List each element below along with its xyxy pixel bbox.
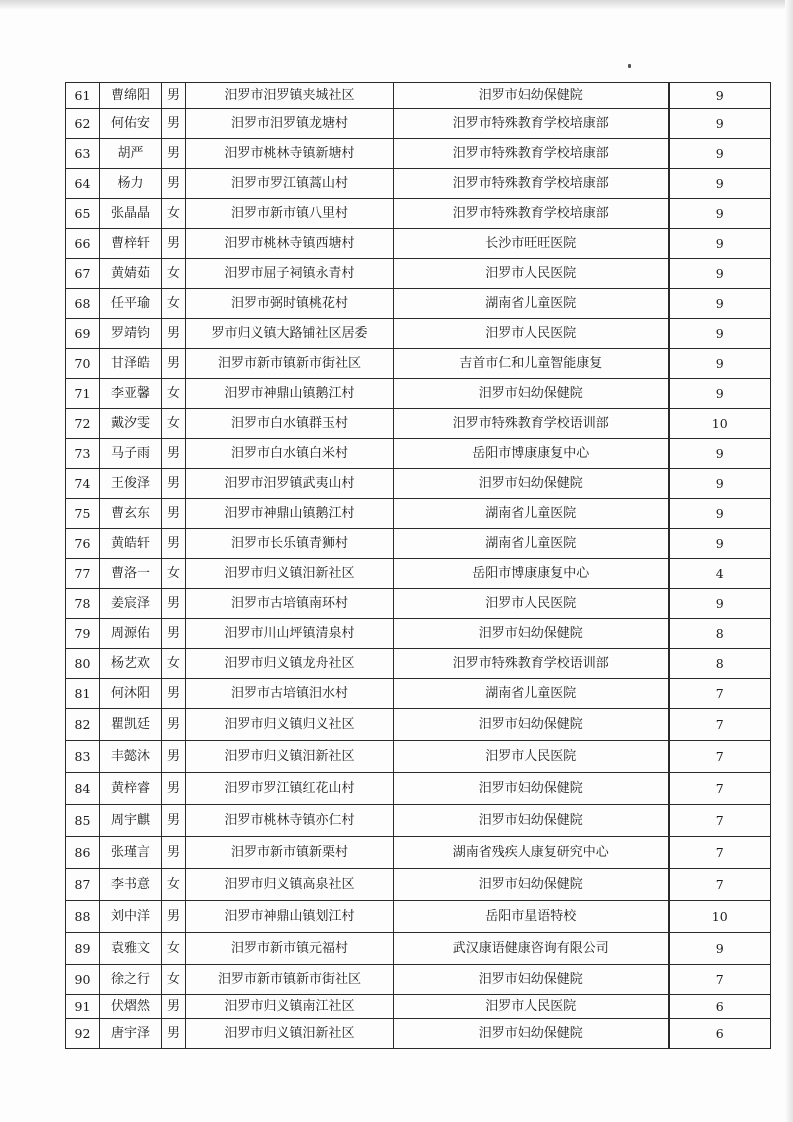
rehab-institution: 湖南省儿童医院 [394,529,669,559]
rehab-institution: 汨罗市特殊教育学校培康部 [394,169,669,199]
gender: 男 [162,499,186,529]
roster-body [66,83,771,1049]
row-number: 88 [66,901,100,933]
rehab-institution: 汨罗市特殊教育学校语训部 [394,649,669,679]
gender: 女 [162,259,186,289]
table-row [66,1019,771,1049]
row-number: 90 [66,965,100,995]
scan-shadow-right [785,0,793,1122]
row-number: 70 [66,349,100,379]
table-row [66,83,771,109]
age-value: 9 [669,199,771,229]
table-row [66,199,771,229]
age-value: 9 [669,259,771,289]
row-number: 66 [66,229,100,259]
table-row [66,619,771,649]
home-address: 汨罗市白水镇白米村 [186,439,394,469]
child-name: 曹绵阳 [100,83,162,109]
age-value: 9 [669,933,771,965]
child-name: 张瑾言 [100,837,162,869]
gender: 男 [162,589,186,619]
age-value: 7 [669,869,771,901]
rehab-institution: 湖南省残疾人康复研究中心 [394,837,669,869]
row-number: 76 [66,529,100,559]
table-row [66,709,771,741]
gender: 男 [162,741,186,773]
table-row [66,805,771,837]
gender: 男 [162,837,186,869]
child-name: 曹玄东 [100,499,162,529]
table-row [66,289,771,319]
gender: 男 [162,169,186,199]
gender: 男 [162,529,186,559]
rehab-institution: 汨罗市妇幼保健院 [394,379,669,409]
row-number: 86 [66,837,100,869]
gender: 女 [162,559,186,589]
gender: 男 [162,319,186,349]
child-name: 唐宇泽 [100,1019,162,1049]
age-value: 10 [669,409,771,439]
home-address: 汨罗市汨罗镇夹城社区 [186,83,394,109]
home-address: 汨罗市屈子祠镇永青村 [186,259,394,289]
table-row [66,773,771,805]
home-address: 汨罗市弼时镇桃花村 [186,289,394,319]
child-name: 杨艺欢 [100,649,162,679]
age-value: 6 [669,1019,771,1049]
rehab-institution: 汨罗市人民医院 [394,995,669,1019]
table-row [66,319,771,349]
child-name: 胡严 [100,139,162,169]
child-name: 任平瑜 [100,289,162,319]
table-row [66,589,771,619]
row-number: 64 [66,169,100,199]
gender: 男 [162,709,186,741]
row-number: 78 [66,589,100,619]
table-row [66,679,771,709]
row-number: 61 [66,83,100,109]
home-address: 汨罗市归义镇归义社区 [186,709,394,741]
age-value: 7 [669,773,771,805]
age-value: 6 [669,995,771,1019]
table-row [66,379,771,409]
age-value: 9 [669,289,771,319]
rehab-institution: 汨罗市特殊教育学校语训部 [394,409,669,439]
row-number: 62 [66,109,100,139]
gender: 男 [162,901,186,933]
home-address: 汨罗市新市镇新市街社区 [186,349,394,379]
row-number: 84 [66,773,100,805]
home-address: 汨罗市归义镇汨新社区 [186,741,394,773]
child-name: 王俊泽 [100,469,162,499]
table-row [66,933,771,965]
row-number: 79 [66,619,100,649]
rehab-institution: 汨罗市妇幼保健院 [394,773,669,805]
child-name: 李亚馨 [100,379,162,409]
rehab-institution: 湖南省儿童医院 [394,289,669,319]
age-value: 7 [669,709,771,741]
home-address: 汨罗市汨罗镇龙塘村 [186,109,394,139]
home-address: 汨罗市长乐镇青狮村 [186,529,394,559]
gender: 女 [162,649,186,679]
home-address: 汨罗市神鼎山镇鹅江村 [186,499,394,529]
age-value: 9 [669,469,771,499]
age-value: 9 [669,139,771,169]
gender: 女 [162,199,186,229]
row-number: 75 [66,499,100,529]
child-name: 黄婧茹 [100,259,162,289]
rehab-institution: 岳阳市博康康复中心 [394,439,669,469]
home-address: 汨罗市归义镇龙舟社区 [186,649,394,679]
gender: 男 [162,995,186,1019]
row-number: 83 [66,741,100,773]
home-address: 汨罗市桃林寺镇新塘村 [186,139,394,169]
age-value: 8 [669,619,771,649]
row-number: 68 [66,289,100,319]
child-name: 何佑安 [100,109,162,139]
home-address: 汨罗市新市镇八里村 [186,199,394,229]
home-address: 汨罗市归义镇汨新社区 [186,559,394,589]
table-row [66,409,771,439]
table-row [66,499,771,529]
child-name: 徐之行 [100,965,162,995]
age-value: 7 [669,965,771,995]
rehab-institution: 汨罗市妇幼保健院 [394,709,669,741]
age-value: 9 [669,439,771,469]
age-value: 7 [669,741,771,773]
table-row [66,559,771,589]
gender: 男 [162,109,186,139]
rehab-institution: 长沙市旺旺医院 [394,229,669,259]
home-address: 汨罗市新市镇新市街社区 [186,965,394,995]
row-number: 85 [66,805,100,837]
age-value: 9 [669,229,771,259]
rehab-institution: 汨罗市妇幼保健院 [394,469,669,499]
table-row [66,139,771,169]
table-row [66,109,771,139]
child-name: 周源佑 [100,619,162,649]
gender: 男 [162,139,186,169]
gender: 男 [162,469,186,499]
rehab-institution: 汨罗市特殊教育学校培康部 [394,139,669,169]
row-number: 91 [66,995,100,1019]
child-name: 黄梓睿 [100,773,162,805]
gender: 男 [162,349,186,379]
home-address: 汨罗市神鼎山镇划江村 [186,901,394,933]
scan-speck [628,64,631,68]
child-name: 马子雨 [100,439,162,469]
rehab-institution: 汨罗市妇幼保健院 [394,965,669,995]
child-name: 李书意 [100,869,162,901]
rehab-institution: 汨罗市妇幼保健院 [394,805,669,837]
child-name: 曹梓轩 [100,229,162,259]
rehab-institution: 汨罗市特殊教育学校培康部 [394,199,669,229]
gender: 男 [162,83,186,109]
home-address: 汨罗市古培镇南环村 [186,589,394,619]
gender: 男 [162,619,186,649]
age-value: 8 [669,649,771,679]
child-name: 黄皓轩 [100,529,162,559]
rehab-institution: 湖南省儿童医院 [394,679,669,709]
home-address: 汨罗市神鼎山镇鹅江村 [186,379,394,409]
table-row [66,965,771,995]
gender: 女 [162,869,186,901]
rehab-institution: 汨罗市妇幼保健院 [394,869,669,901]
age-value: 9 [669,529,771,559]
table-row [66,869,771,901]
table-row [66,837,771,869]
gender: 男 [162,773,186,805]
row-number: 87 [66,869,100,901]
home-address: 罗市归义镇大路铺社区居委 [186,319,394,349]
child-name: 曹洛一 [100,559,162,589]
rehab-institution: 湖南省儿童医院 [394,499,669,529]
child-name: 姜宸泽 [100,589,162,619]
age-value: 9 [669,499,771,529]
row-number: 89 [66,933,100,965]
child-name: 张晶晶 [100,199,162,229]
row-number: 72 [66,409,100,439]
row-number: 71 [66,379,100,409]
child-name: 甘泽皓 [100,349,162,379]
table-row [66,995,771,1019]
home-address: 汨罗市罗江镇红花山村 [186,773,394,805]
home-address: 汨罗市古培镇汨水村 [186,679,394,709]
rehab-institution: 汨罗市人民医院 [394,589,669,619]
gender: 男 [162,439,186,469]
gender: 女 [162,289,186,319]
age-value: 9 [669,319,771,349]
table-row [66,741,771,773]
table-row [66,169,771,199]
row-number: 77 [66,559,100,589]
scan-shadow-top [0,0,793,10]
gender: 男 [162,679,186,709]
age-value: 9 [669,109,771,139]
gender: 女 [162,379,186,409]
gender: 男 [162,229,186,259]
age-value: 9 [669,83,771,109]
rehab-institution: 武汉康语健康咨询有限公司 [394,933,669,965]
gender: 女 [162,409,186,439]
age-value: 10 [669,901,771,933]
home-address: 汨罗市桃林寺镇亦仁村 [186,805,394,837]
row-number: 80 [66,649,100,679]
rehab-institution: 岳阳市博康康复中心 [394,559,669,589]
rehab-institution: 吉首市仁和儿童智能康复 [394,349,669,379]
age-value: 7 [669,805,771,837]
age-value: 4 [669,559,771,589]
age-value: 9 [669,349,771,379]
age-value: 9 [669,589,771,619]
gender: 女 [162,965,186,995]
home-address: 汨罗市归义镇高泉社区 [186,869,394,901]
roster-table [65,82,771,1049]
child-name: 周宇麒 [100,805,162,837]
table-row [66,439,771,469]
child-name: 丰懿沐 [100,741,162,773]
home-address: 汨罗市川山坪镇清泉村 [186,619,394,649]
age-value: 7 [669,837,771,869]
row-number: 92 [66,1019,100,1049]
child-name: 杨力 [100,169,162,199]
home-address: 汨罗市桃林寺镇西塘村 [186,229,394,259]
rehab-institution: 汨罗市妇幼保健院 [394,1019,669,1049]
table-row [66,229,771,259]
home-address: 汨罗市白水镇群玉村 [186,409,394,439]
row-number: 81 [66,679,100,709]
rehab-institution: 汨罗市妇幼保健院 [394,619,669,649]
gender: 男 [162,1019,186,1049]
rehab-institution: 汨罗市特殊教育学校培康部 [394,109,669,139]
child-name: 戴汐雯 [100,409,162,439]
age-value: 9 [669,379,771,409]
child-name: 罗靖钧 [100,319,162,349]
child-name: 刘中洋 [100,901,162,933]
table-row [66,349,771,379]
table-row [66,529,771,559]
row-number: 69 [66,319,100,349]
child-name: 伏熠然 [100,995,162,1019]
table-row [66,901,771,933]
rehab-institution: 汨罗市人民医院 [394,259,669,289]
table-row [66,649,771,679]
home-address: 汨罗市归义镇南江社区 [186,995,394,1019]
row-number: 63 [66,139,100,169]
row-number: 73 [66,439,100,469]
child-name: 袁雅文 [100,933,162,965]
child-name: 瞿凯廷 [100,709,162,741]
home-address: 汨罗市新市镇新栗村 [186,837,394,869]
rehab-institution: 汨罗市妇幼保健院 [394,83,669,109]
home-address: 汨罗市归义镇汨新社区 [186,1019,394,1049]
rehab-institution: 汨罗市人民医院 [394,741,669,773]
age-value: 9 [669,169,771,199]
age-value: 7 [669,679,771,709]
home-address: 汨罗市罗江镇蒿山村 [186,169,394,199]
gender: 女 [162,933,186,965]
table-row [66,259,771,289]
home-address: 汨罗市新市镇元福村 [186,933,394,965]
rehab-institution: 岳阳市星语特校 [394,901,669,933]
home-address: 汨罗市汨罗镇武夷山村 [186,469,394,499]
row-number: 67 [66,259,100,289]
row-number: 74 [66,469,100,499]
row-number: 65 [66,199,100,229]
row-number: 82 [66,709,100,741]
gender: 男 [162,805,186,837]
rehab-institution: 汨罗市人民医院 [394,319,669,349]
table-row [66,469,771,499]
child-name: 何沐阳 [100,679,162,709]
